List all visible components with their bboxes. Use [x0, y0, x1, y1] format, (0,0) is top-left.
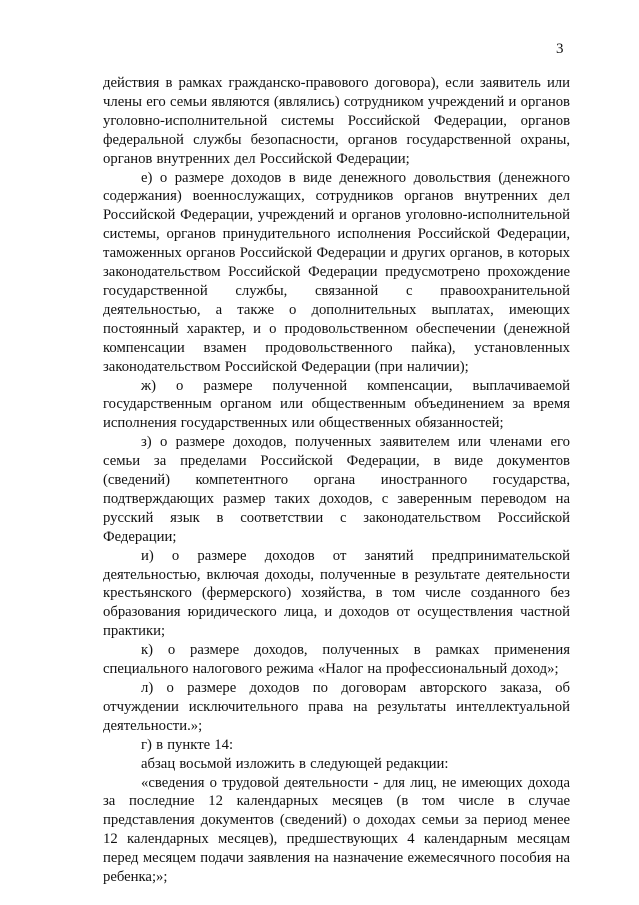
paragraph-item-l: л) о размере доходов по договорам авторского заказа, об отчуждении исключительного права на результаты интеллектуальной деятельности.»; [103, 680, 570, 734]
paragraph-quoted-text: «сведения о трудовой деятельности - для лиц, не имеющих дохода за последние 12 календарных месяцев (в том числе в случае представления документов (сведений) о доходах семьи за период менее 12 календарных месяцев), предшествующих 4 календарным месяцам перед месяцем подачи заявления на назначение ежемесячного пособия на ребенка;»; [103, 774, 570, 886]
paragraph-instruction: абзац восьмой изложить в следующей редакции: [141, 755, 449, 772]
paragraph-item-e: е) о размере доходов в виде денежного довольствия (денежного содержания) военнослужащих, сотрудников органов внутренних дел Российской Федерации, учреждений и органов уголовно-исполнительной системы, органов принудительного исполнения Российской Федерации, таможенных органов Российской Федерации и других органов, в которых законодательством Российской Федерации предусмотрено прохождение государственной службы, связанной с правоохранительной деятельностью, а также о дополнительных выплатах, имеющих постоянный характер, и о продовольственном обеспечении (денежной компенсации взамен продовольственного пайка), установленных законодательством Российской Федерации (при наличии); [103, 169, 570, 375]
paragraph-item-zh: ж) о размере полученной компенсации, выплачиваемой государственным органом или общественным объединением за время исполнения государственных или общественных обязанностей; [103, 377, 570, 432]
paragraph-item-i: и) о размере доходов от занятий предпринимательской деятельностью, включая доходы, полученные в результате деятельности крестьянского (фермерского) хозяйства, в том числе созданного без образования юридического лица, и доходов от осуществления частной практики; [103, 547, 570, 640]
paragraph-item-g: г) в пункте 14: [141, 736, 234, 753]
page-number: 3 [556, 41, 564, 57]
document-body [103, 74, 570, 887]
paragraph-item-k: к) о размере доходов, полученных в рамках применения специального налогового режима «Налог на профессиональный доход»; [103, 642, 570, 678]
paragraph-continuation: действия в рамках гражданско-правового договора), если заявитель или члены его семьи являются (являлись) сотрудником учреждений и органов уголовно-исполнительной системы Российской Федерации, органов федеральной службы безопасности, органов государственной охраны, органов внутренних дел Российской Федерации; [103, 75, 570, 167]
paragraph-item-z: з) о размере доходов, полученных заявителем или членами его семьи за пределами Российской Федерации, в виде документов (сведений) компетентного органа иностранного государства, подтверждающих размер таких доходов, с заверенным переводом на русский язык в соответствии с законодательством Российской Федерации; [103, 434, 570, 545]
